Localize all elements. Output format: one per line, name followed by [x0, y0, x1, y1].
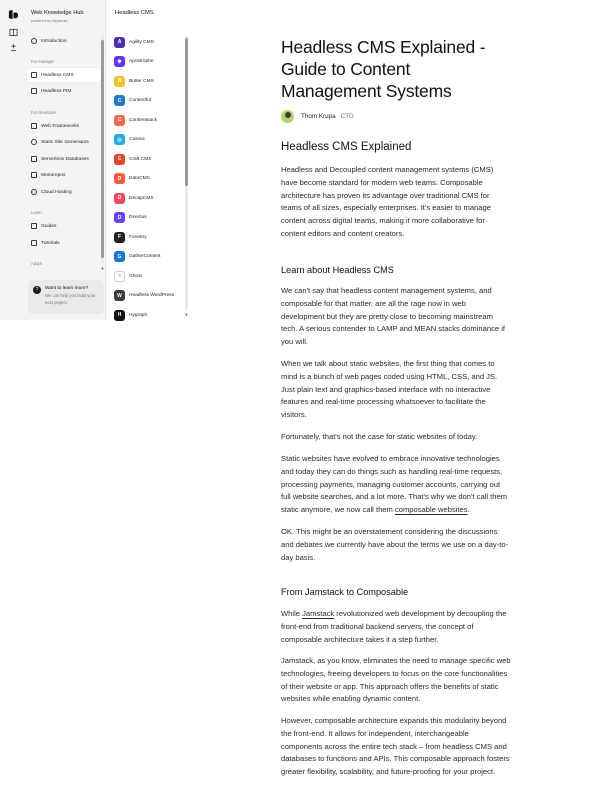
help-text: We can help you build your next project. — [45, 293, 96, 305]
cms-list-item-label: Apostrophe — [129, 59, 154, 64]
composable-websites-link[interactable]: composable websites — [394, 505, 468, 515]
section-heading-explained: Headless CMS Explained — [281, 141, 412, 153]
author-avatar — [281, 110, 294, 123]
paragraph-jamstack-details: Jamstack, as you know, eliminates the need to manage specific web technologies, freeing developers to focus on the core functionalities of their website or app. This approach offers the benefits of static websites while enabling dynamic content. — [281, 656, 511, 704]
cms-list-item-label: Directus — [129, 215, 147, 220]
help-title: Want to learn more? — [45, 286, 89, 291]
brand-title[interactable]: Web Knowledge Hub — [31, 10, 84, 16]
cms-list-item-label: Contentstack — [129, 117, 157, 123]
sidebar — [26, 0, 106, 320]
book-icon[interactable] — [9, 28, 18, 37]
brand-subtitle: powered by Bejamas — [31, 18, 68, 23]
cms-list-item-label: Butter CMS — [129, 78, 154, 84]
section-label-developer: For developer — [31, 110, 57, 115]
cms-list-item-label: Craft CMS — [129, 156, 152, 162]
cms-list-item[interactable] — [114, 269, 184, 283]
cms-list-scrollbar-thumb[interactable] — [185, 38, 188, 186]
cms-list-item[interactable] — [114, 172, 184, 186]
author-role: CTO — [340, 112, 354, 120]
sidebar-item-label: Headless PIM — [41, 88, 72, 94]
cms-list-item-label: Cosmic — [129, 137, 145, 142]
question-icon: ? — [33, 286, 41, 294]
cms-logo-icon: W — [114, 290, 125, 301]
page-title: Headless CMS Explained - Guide to Content Management Systems — [281, 37, 486, 101]
cms-list-item-label: Hygraph — [129, 312, 148, 318]
cms-list-item[interactable] — [114, 308, 184, 322]
sidebar-item-cloud-hosting[interactable] — [27, 185, 101, 199]
cms-logo-icon: H — [114, 310, 125, 321]
sidebar-item-label: Guides — [41, 223, 57, 229]
sidebar-item-monorepos[interactable] — [27, 168, 101, 182]
paragraph-text: revolutionized web development by decoupling the front-end from traditional backend servers, the concept of composable architecture takes it a step further. — [281, 609, 507, 644]
tutorials-icon — [31, 240, 37, 246]
cms-list-item[interactable] — [114, 94, 184, 108]
scroll-down-arrow-icon[interactable]: ▼ — [100, 266, 105, 271]
sidebar-item-headless-pim[interactable] — [27, 84, 101, 98]
cms-logo-icon: B — [114, 76, 125, 87]
cms-list-item[interactable] — [114, 289, 184, 303]
section-heading-learn: Learn about Headless CMS — [281, 265, 394, 275]
cms-logo-icon: ◎ — [114, 134, 125, 145]
cms-logo-icon: A — [114, 37, 125, 48]
cms-list-item[interactable] — [114, 211, 184, 225]
cms-list-panel — [107, 0, 191, 320]
bejamas-logo-icon[interactable] — [8, 9, 19, 20]
cms-logo-icon: F — [114, 232, 125, 243]
cms-list-item-label: Ghost — [129, 273, 142, 279]
cms-list-item-label: DatoCMS — [129, 176, 150, 181]
gear-icon — [31, 139, 37, 145]
sidebar-item-label: Introduction — [41, 38, 67, 44]
sidebar-item-guides[interactable] — [27, 219, 101, 233]
cms-icon — [31, 72, 37, 78]
sidebar-item-label: Monorepos — [41, 172, 66, 178]
sidebar-item-label: Static Site Generators — [41, 139, 89, 145]
cms-list-item[interactable] — [114, 74, 184, 88]
paragraph-composable-architecture: However, composable architecture expands this modularity beyond the front-end. It allows for independent, interchangeable components across the entire tech stack – from headless CMS and databases to functions and APIs. This composable approach fosters greater flexibility, scalability, and future-proofing for your project. — [281, 716, 510, 777]
cms-list-item[interactable] — [114, 250, 184, 264]
cms-list-item[interactable] — [114, 113, 184, 127]
section-label-manager: For manager — [31, 59, 55, 64]
cms-list-item-label: Agility CMS — [129, 39, 154, 45]
paragraph-jamstack-intro — [281, 608, 511, 646]
cms-list-item-label: Headless WordPress — [129, 293, 174, 298]
cms-list-heading: Headless CMS — [115, 10, 154, 16]
paragraph-fortunately: Fortunately, that's not the case for static websites of today. — [281, 432, 478, 441]
sidebar-item-introduction[interactable] — [27, 34, 101, 48]
cms-logo-icon: D — [114, 193, 125, 204]
author-name[interactable]: Thom Krupa — [301, 112, 336, 120]
paragraph-text: . — [467, 505, 470, 515]
cms-logo-icon: C — [114, 154, 125, 165]
pim-icon — [31, 88, 37, 94]
paragraph-text: Static websites have evolved to embrace innovative technologies and today they can do things such as handling real-time requests, processing payments, managing customer accounts, carrying out full website searches, and a lot more. That's why we don't call them static anymore, we now call them — [281, 454, 508, 515]
sidebar-item-label: Cloud Hosting — [41, 189, 72, 195]
cloud-icon — [31, 189, 37, 195]
cms-logo-icon: D — [114, 212, 125, 223]
section-label-adopt: Adopt — [31, 261, 42, 266]
cms-list-item-label: Contentful — [129, 98, 151, 103]
sidebar-item-tutorials[interactable] — [27, 236, 101, 250]
scroll-down-arrow-icon[interactable]: ▼ — [184, 312, 189, 317]
frameworks-icon — [31, 123, 37, 129]
paragraph-evolved — [281, 453, 511, 517]
paragraph-intro: Headless and Decoupled content management systems (CMS) have become standard for modern web teams. Composable architecture has proven its advantage over traditional CMS for teams of all sizes, especially enterprises. It's easier to manage content across digital teams, making it more collaborative for content editors and content creators. — [281, 165, 494, 238]
cms-logo-icon: ○ — [114, 271, 125, 282]
sidebar-scrollbar-thumb[interactable] — [101, 40, 104, 258]
cms-list-item[interactable] — [114, 35, 184, 49]
eye-icon — [31, 38, 37, 44]
section-heading-jamstack: From Jamstack to Composable — [281, 587, 409, 597]
sidebar-item-label: Tutorials — [41, 240, 60, 246]
cms-logo-icon: ✱ — [114, 56, 125, 67]
paragraph-mainstream: We can't say that headless content management systems, and composable for that matter, are all the rage now in web development but they are pretty close to becoming mainstream tech. A serious contender to LAMP and MEAN stacks dominance if you will. — [281, 286, 505, 347]
guides-icon — [31, 223, 37, 229]
cms-list-item[interactable] — [114, 133, 184, 147]
sidebar-item-serverless-databases[interactable] — [27, 152, 101, 166]
paragraph-static-websites: When we talk about static websites, the first thing that comes to mind is a bunch of web pages coded using HTML, CSS, and JS. Just plain text and graphics-based interface with no interactive features and real-time processing whatsoever to facilitate the visitors. — [281, 359, 498, 420]
author-line — [281, 109, 354, 123]
sidebar-item-label: Web Frameworks — [41, 123, 80, 129]
paragraph-text: While — [281, 609, 303, 618]
cms-logo-icon: G — [114, 251, 125, 262]
paragraph-overstatement: OK. This might be an overstatement considering the discussions and debates we currently have about the terms we use on a day-to-day basis. — [281, 527, 509, 562]
cms-list-item[interactable] — [114, 152, 184, 166]
section-label-learn: Learn — [31, 210, 42, 215]
repo-icon — [31, 172, 37, 178]
cms-list-item-label: DecapCMS — [129, 195, 154, 201]
jamstack-link[interactable]: Jamstack — [302, 609, 335, 618]
cms-logo-icon: C — [114, 115, 125, 126]
sidebar-item-headless-cms[interactable] — [27, 68, 101, 82]
help-card[interactable] — [28, 280, 104, 314]
sidebar-item-label: Headless CMS — [41, 72, 74, 78]
sidebar-item-static-site-generators[interactable] — [27, 135, 101, 149]
compare-icon[interactable] — [9, 43, 18, 52]
cms-list-item[interactable] — [114, 191, 184, 205]
sidebar-item-label: Serverless Databases — [41, 156, 89, 162]
cms-list-item-label: GatherContent — [129, 254, 161, 259]
cms-logo-icon: D — [114, 173, 125, 184]
cms-list-item-label: Forestry — [129, 234, 147, 240]
sidebar-item-web-frameworks[interactable] — [27, 119, 101, 133]
database-icon — [31, 156, 37, 162]
cms-logo-icon: C — [114, 95, 125, 106]
cms-list-item[interactable] — [114, 230, 184, 244]
icon-rail — [0, 0, 26, 320]
cms-list-item[interactable] — [114, 55, 184, 69]
